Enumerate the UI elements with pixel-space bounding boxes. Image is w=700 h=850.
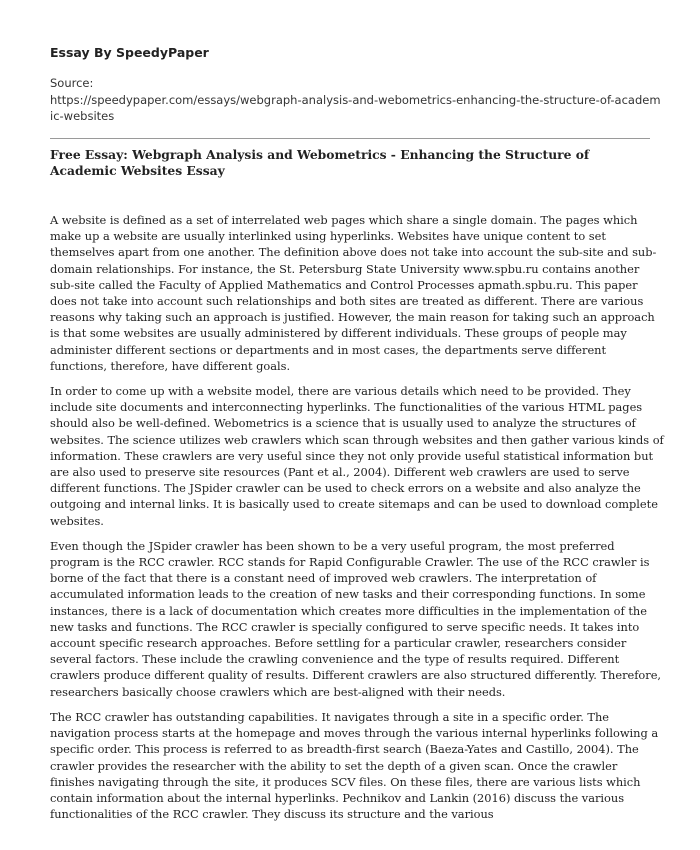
essay-paragraph: In order to come up with a website model, there are various details which need to be provided. They include site documents and interconnecting hyperlinks. The functionalities of the various HTML pages should also be well-defined. Webometrics is a science that is usually used to analyze the structures of websites. The science utilizes web crawlers which scan through websites and then gather various kinds of information. These crawlers are very useful since they not only provide useful statistical information but are also used to preserve site resources (Pant et al., 2004). Different web crawlers are used to serve different functions. The JSpider crawler can be used to check errors on a website and also analyze the outgoing and internal links. It is basically used to create sitemaps and can be used to download complete websites. [50,384,664,528]
essay-body [50,212,664,831]
essay-title: Free Essay: Webgraph Analysis and Webometrics - Enhancing the Structure of Academic Websites Essay [50,147,590,178]
essay-paragraph: A website is defined as a set of interrelated web pages which share a single domain. The pages which make up a website are usually interlinked using hyperlinks. Websites have unique content to set themselves apart from one another. The definition above does not take into account the sub-site and sub-domain relationships. For instance, the St. Petersburg State University www.spbu.ru contains another sub-site called the Faculty of Applied Mathematics and Control Processes apmath.spbu.ru. This paper does not take into account such relationships and both sites are treated as different. There are various reasons why taking such an approach is justified. However, the main reason for taking such an approach is that some websites are usually administered by different individuals. These groups of people may administer different sections or departments and in most cases, the departments serve different functions, therefore, have different goals. [50,213,657,373]
document-header-title: Essay By SpeedyPaper [50,45,209,60]
header-divider [50,138,650,139]
source-label: Source: [50,76,94,90]
essay-paragraph: Even though the JSpider crawler has been shown to be a very useful program, the most preferred program is the RCC crawler. RCC stands for Rapid Configurable Crawler. The use of the RCC crawler is borne of the fact that there is a constant need of improved web crawlers. The interpretation of accumulated information leads to the creation of new tasks and their corresponding functions. In some instances, there is a lack of documentation which creates more difficulties in the implementation of the new tasks and functions. The RCC crawler is specially configured to serve specific needs. It takes into account specific research approaches. Before settling for a particular crawler, researchers consider several factors. These include the crawling convenience and the type of results required. Different crawlers produce different quality of results. Different crawlers are also structured differently. Therefore, researchers basically choose crawlers which are best-aligned with their needs. [50,538,662,699]
essay-paragraph: The RCC crawler has outstanding capabilities. It navigates through a site in a specific order. The navigation process starts at the homepage and moves through the various internal hyperlinks following a specific order. This process is referred to as breadth-first search (Baeza-Yates and Castillo, 2004). The crawler provides the researcher with the ability to set the depth of a given scan. Once the crawler finishes navigating through the site, it produces SCV files. On these files, there are various lists which contain information about the internal hyperlinks. Pechnikov and Lankin (2016) discuss the various functionalities of the RCC crawler. They discuss its structure and the various [50,709,659,822]
source-url[interactable]: https://speedypaper.com/essays/webgraph-analysis-and-webometrics-enhancing-the-structure-of-academic-websites [50,93,661,123]
